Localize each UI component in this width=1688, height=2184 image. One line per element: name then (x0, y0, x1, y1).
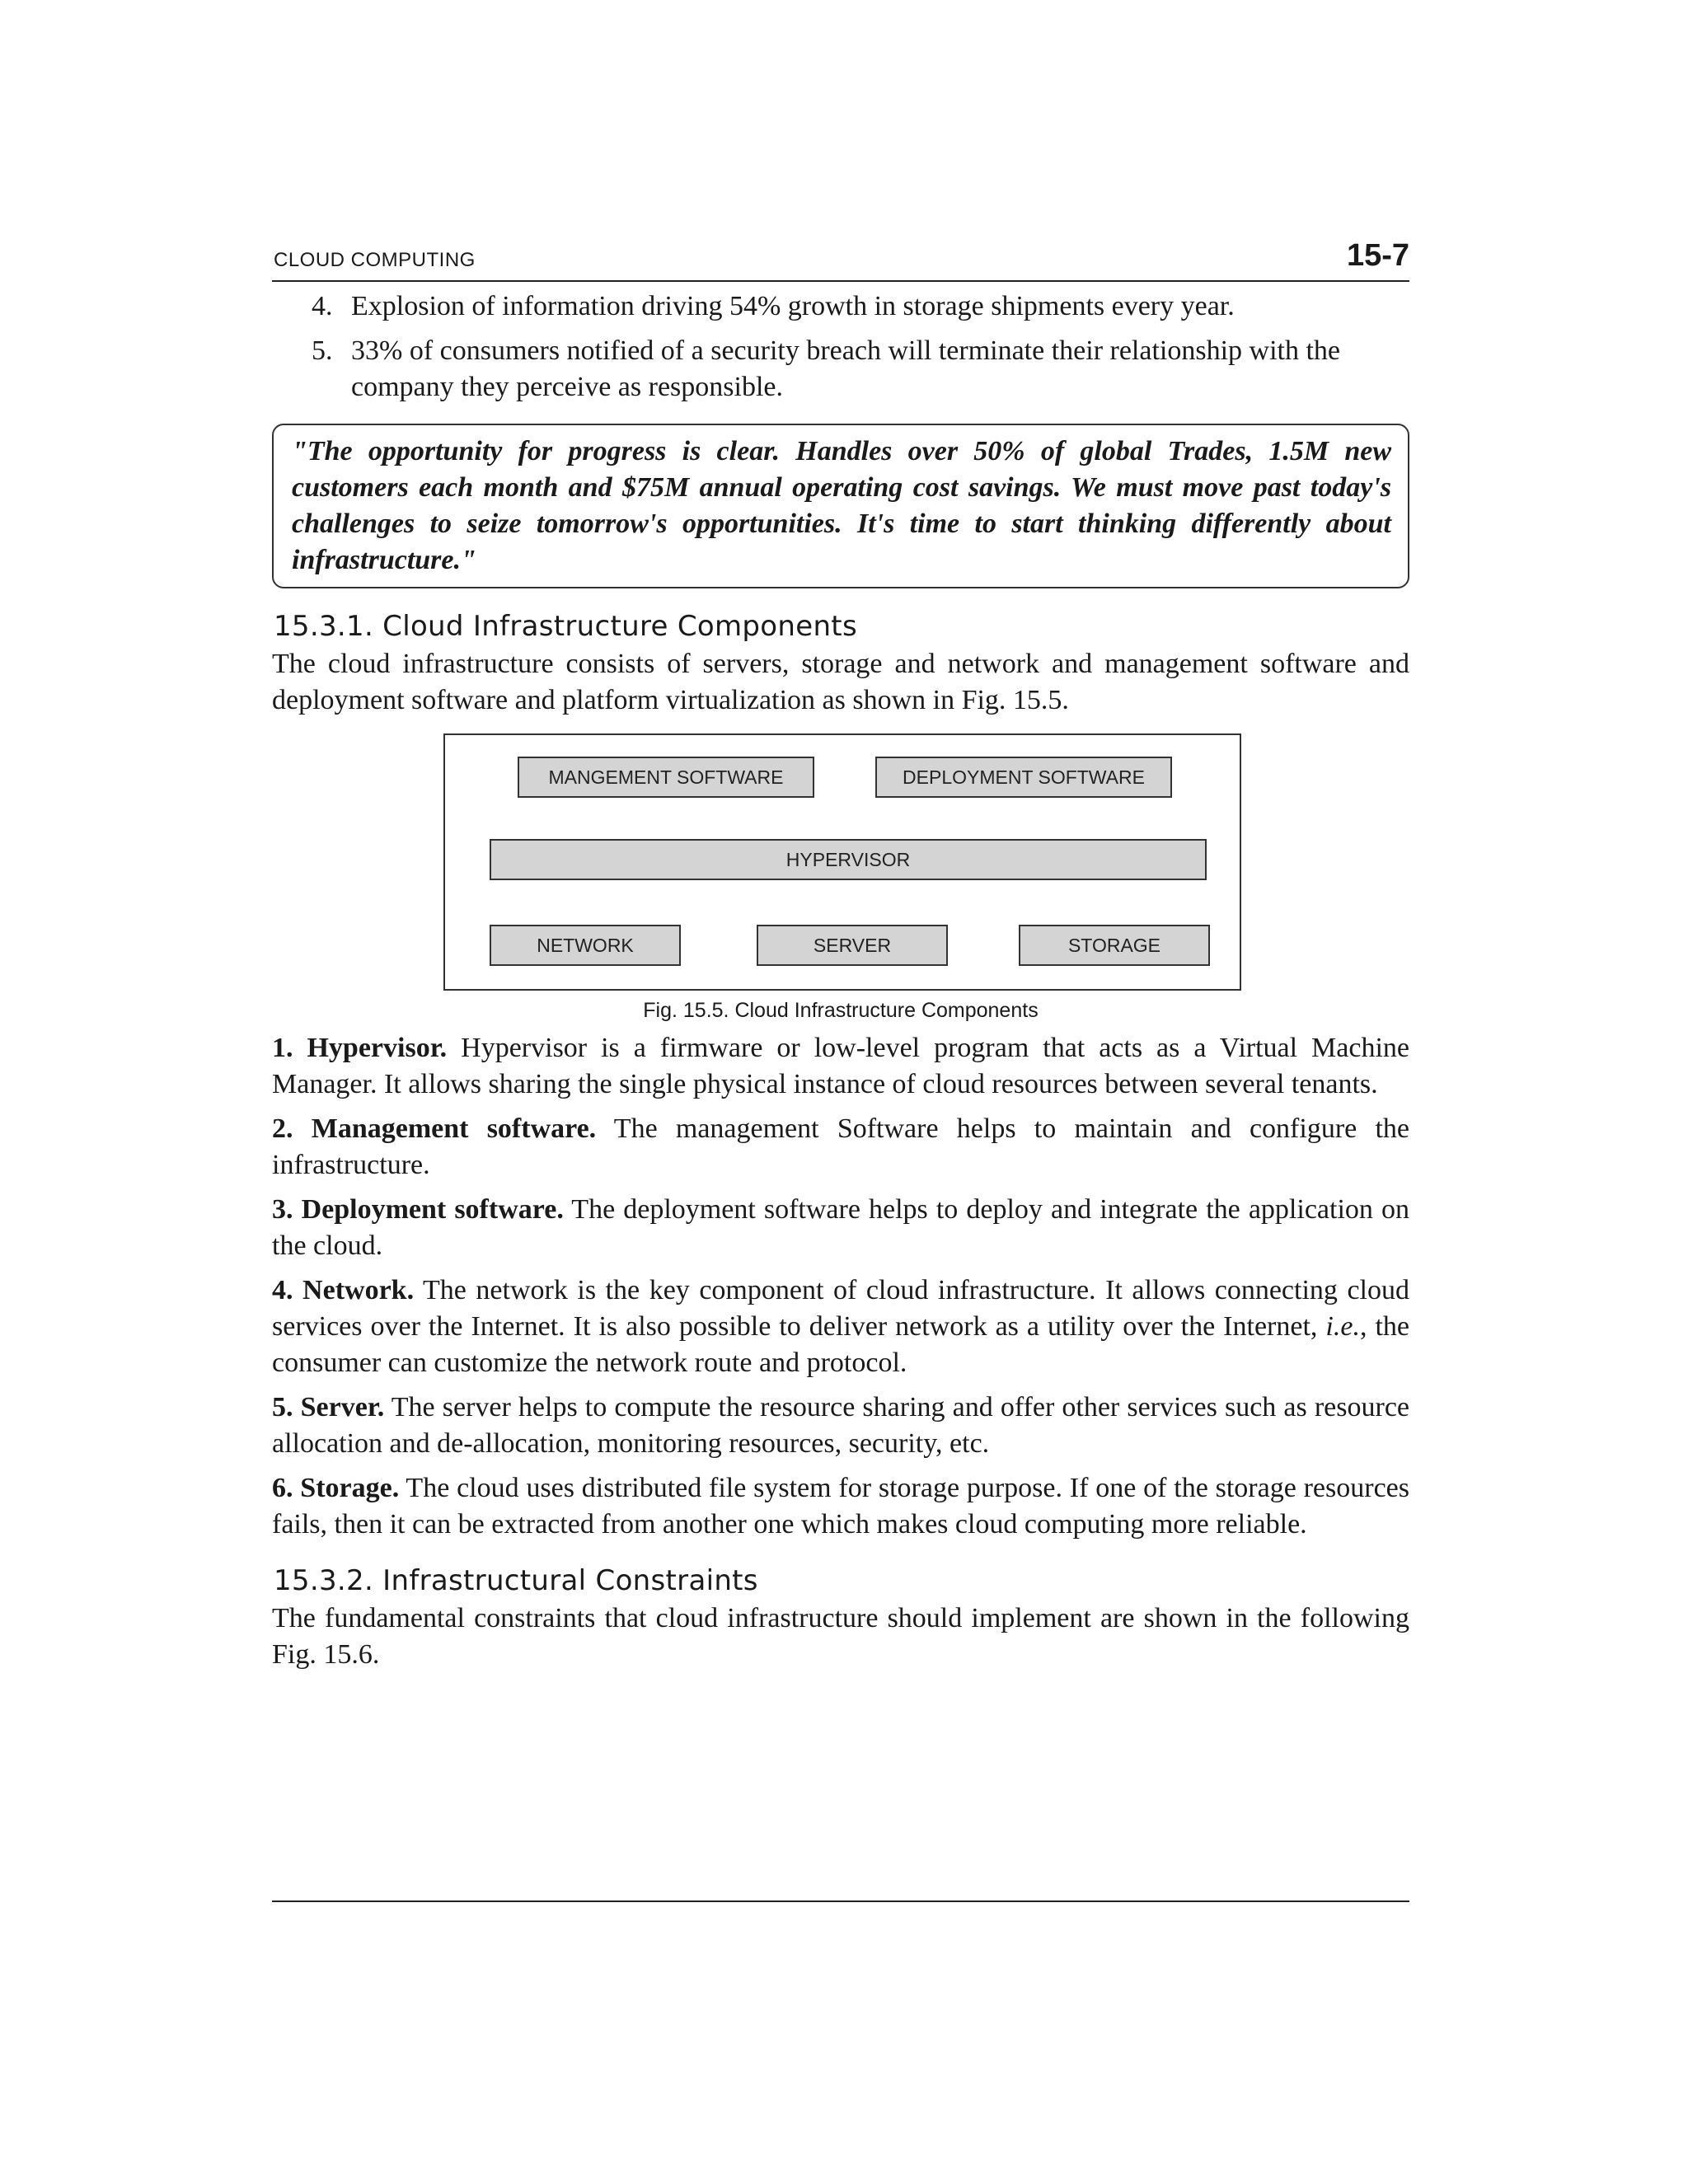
running-header (272, 231, 1409, 282)
component-paragraph (272, 1192, 1409, 1264)
figure-cloud-components (272, 733, 1409, 1030)
component-description: The server helps to compute the resource sharing and offer other services such as resource allocation and de-allocation, monitoring resources, security, etc. (272, 1392, 1409, 1459)
component-term: 2. Management software. (272, 1113, 597, 1144)
component-term: 1. Hypervisor. (272, 1033, 448, 1063)
component-term: 5. Server. (272, 1392, 385, 1422)
management-software-box: MANGEMENT SOFTWARE (518, 757, 814, 798)
component-description: The network is the key component of cloud infrastructure. It allows connecting cloud services over the Internet. It is also possible to deliver network as a utility over the Internet, (272, 1275, 1409, 1342)
storage-box: STORAGE (1019, 925, 1210, 966)
component-description: Hypervisor is a firmware or low-level program that acts as a Virtual Machine Manager. It allows sharing the single physical instance of cloud resources between several tenants. (272, 1033, 1409, 1099)
list-item (272, 333, 1409, 405)
component-paragraph (272, 1030, 1409, 1103)
network-box: NETWORK (490, 925, 681, 966)
numbered-list (272, 288, 1409, 405)
component-italic: i.e. (1325, 1311, 1360, 1342)
component-description: The management Software helps to maintain and configure the infrastructure. (272, 1113, 1409, 1180)
deployment-software-box: DEPLOYMENT SOFTWARE (875, 757, 1172, 798)
component-description: The deployment software helps to deploy and integrate the application on the cloud. (272, 1194, 1409, 1261)
list-item (272, 288, 1409, 325)
figure-caption: Fig. 15.5. Cloud Infrastructure Components (643, 999, 1039, 1022)
running-title: CLOUD COMPUTING (274, 249, 476, 271)
section-heading-components: 15.3.1. Cloud Infrastructure Components (274, 610, 857, 643)
server-box: SERVER (757, 925, 948, 966)
section-intro-components: The cloud infrastructure consists of servers, storage and network and management software and deployment software and platform virtualization as shown in Fig. 15.5. (272, 649, 1409, 715)
component-paragraph (272, 1390, 1409, 1462)
component-paragraph (272, 1111, 1409, 1183)
component-paragraph (272, 1272, 1409, 1381)
quote-box: "The opportunity for progress is clear. Handles over 50% of global Trades, 1.5M new customers each month and $75M annual operating cost savings. We must move past today's challenges to seize tomorrow's opportunities. It's time to start thinking differently about infrastructure." (272, 424, 1409, 588)
section-intro-constraints: The fundamental constraints that cloud infrastructure should implement are shown in the following Fig. 15.6. (272, 1603, 1409, 1670)
list-item-text: Explosion of information driving 54% growth in storage shipments every year. (351, 291, 1235, 321)
list-item-text: 33% of consumers notified of a security breach will terminate their relationship with the company they perceive as responsible. (351, 335, 1341, 402)
section-heading-constraints: 15.3.2. Infrastructural Constraints (274, 1564, 758, 1597)
component-term: 6. Storage. (272, 1473, 400, 1503)
hypervisor-box: HYPERVISOR (490, 839, 1207, 880)
component-paragraph (272, 1470, 1409, 1543)
diagram-frame (443, 733, 1241, 991)
page-number: 15-7 (1346, 238, 1409, 273)
component-description-cont: , the consumer can customize the network route and protocol. (272, 1311, 1409, 1378)
component-term: 4. Network. (272, 1275, 415, 1305)
component-description: The cloud uses distributed file system for storage purpose. If one of the storage resources fails, then it can be extracted from another one which makes cloud computing more reliable. (272, 1473, 1409, 1540)
list-item-number: 5. (312, 335, 333, 366)
component-term: 3. Deployment software. (272, 1194, 564, 1225)
page-content (272, 231, 1409, 1673)
list-item-number: 4. (312, 291, 333, 321)
footer-rule (272, 1900, 1409, 1902)
